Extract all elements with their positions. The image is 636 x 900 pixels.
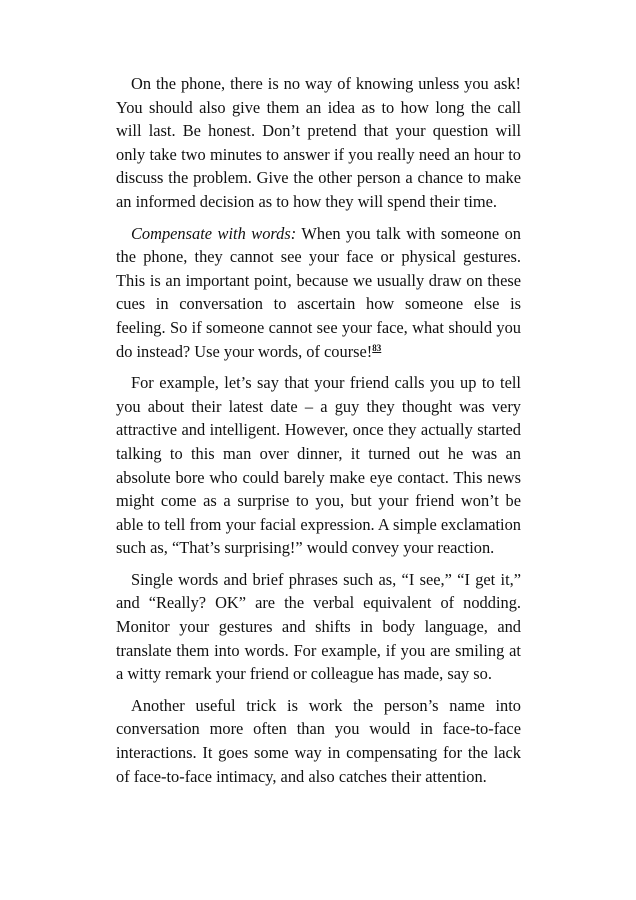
paragraph-text: Another useful trick is work the person’s name into conversation more often than you would in face-to-face interactions. It goes some way in compensating for the lack of face-to-face intimacy, and also catches their attention. xyxy=(116,695,521,786)
paragraph-lead-italic: Compensate with words: xyxy=(131,223,297,243)
footnote-link[interactable]: 83 xyxy=(372,342,382,353)
paragraph-compensate-with-words xyxy=(116,222,521,364)
paragraph-text: Single words and brief phrases such as, “I see,” “I get it,” and “Really? OK” are the verbal equivalent of nodding. Monitor your gestures and shifts in body language, and translate them into words. For example, if you are smiling at a witty remark your friend or colleague has made, say so. xyxy=(116,569,521,684)
paragraph-name-trick xyxy=(116,694,521,788)
paragraph-example-date xyxy=(116,371,521,560)
document-page xyxy=(116,72,521,788)
paragraph-text: For example, let’s say that your friend calls you up to tell you about their latest date – a guy they thought was very attractive and intelligent. However, once they actually started talking to this man over dinner, it turned out he was an absolute bore who could barely make eye contact. This news might come as a surprise to you, but your friend won’t be able to tell from your facial expression. A simple exclamation such as, “That’s surprising!” would convey your reaction. xyxy=(116,373,521,558)
paragraph-verbal-nodding xyxy=(116,568,521,686)
paragraph-text: When you talk with someone on the phone, they cannot see your face or physical gestures. This is an important point, because we usually draw on these cues in conversation to ascertain how someone else is feeling. So if someone cannot see your face, what should you do instead? Use your words, of course! xyxy=(116,223,521,361)
paragraph-phone-ask xyxy=(116,72,521,214)
paragraph-text: On the phone, there is no way of knowing unless you ask! You should also give them an idea as to how long the call will last. Be honest. Don’t pretend that your question will only take two minutes to answer if you really need an hour to discuss the problem. Give the other person a chance to make an informed decision as to how they will spend their time. xyxy=(116,74,521,211)
